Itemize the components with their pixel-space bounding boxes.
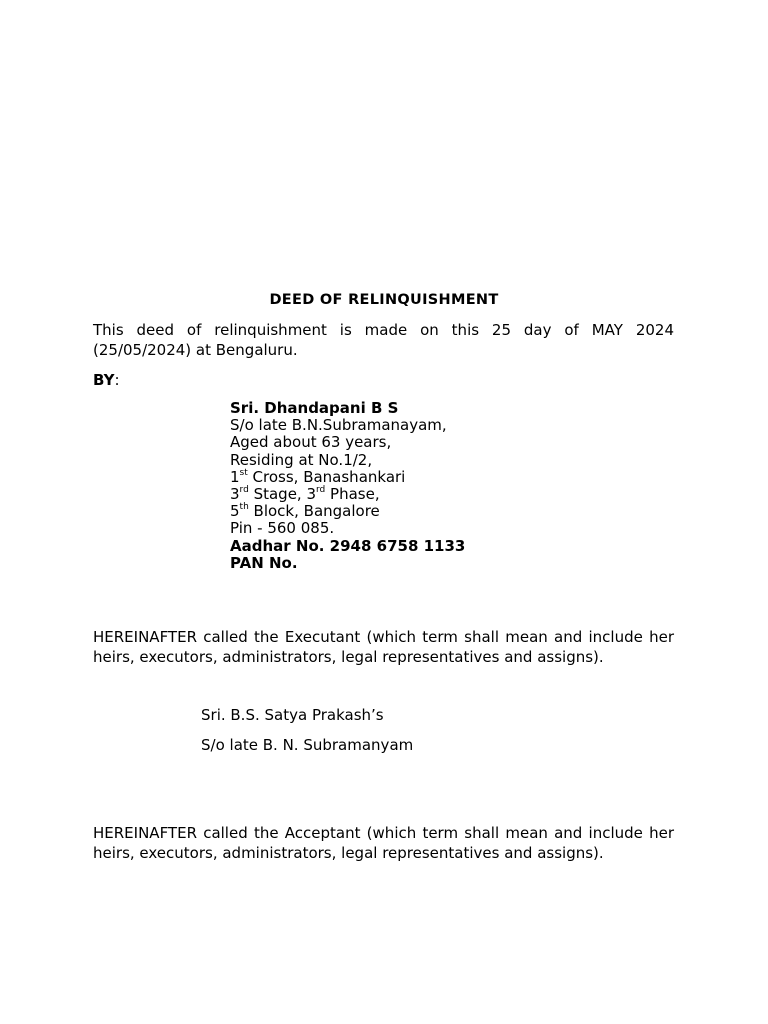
block-number: 5 [230, 502, 240, 521]
executant-age: Aged about 63 years, [230, 433, 392, 452]
by-label: BY [93, 371, 115, 389]
executant-pin: Pin - 560 085. [230, 519, 335, 538]
executant-name: Sri. Dhandapani B S [230, 399, 399, 417]
acceptant-clause: HEREINAFTER called the Acceptant (which term shall mean and include her heirs, executors, administrators, legal representatives and assigns). [93, 824, 674, 862]
acceptant-name: Sri. B.S. Satya Prakash’s [201, 706, 384, 724]
executant-block [230, 503, 465, 520]
by-colon: : [114, 371, 120, 389]
executant-relation: S/o late B.N.Subramanayam, [230, 416, 447, 435]
phase-text: Phase, [325, 485, 380, 504]
cross-suffix: st [239, 467, 248, 478]
intro-paragraph: This deed of relinquishment is made on this 25 day of MAY 2024 (25/05/2024) at Bengaluru. [93, 321, 674, 359]
phase-suffix: rd [316, 485, 326, 496]
block-suffix: th [239, 502, 249, 513]
executant-cross [230, 469, 465, 486]
cross-text: Cross, Banashankari [247, 467, 406, 486]
executant-residence: Residing at No.1/2, [230, 450, 373, 469]
block-text: Block, Bangalore [248, 502, 380, 521]
cross-number: 1 [230, 467, 240, 486]
stage-text: Stage, 3 [248, 485, 317, 504]
stage-number: 3 [230, 485, 240, 504]
by-line [93, 370, 120, 390]
executant-details [230, 400, 465, 572]
executant-pan: PAN No. [230, 553, 298, 572]
executant-clause: HEREINAFTER called the Executant (which term shall mean and include her heirs, executors, administrators, legal representatives and assigns). [93, 628, 674, 666]
executant-aadhar: Aadhar No. 2948 6758 1133 [230, 536, 466, 555]
stage-suffix: rd [239, 485, 249, 496]
executant-stage [230, 486, 465, 503]
document-title: DEED OF RELINQUISHMENT [269, 292, 499, 308]
acceptant-relation: S/o late B. N. Subramanyam [201, 736, 414, 754]
